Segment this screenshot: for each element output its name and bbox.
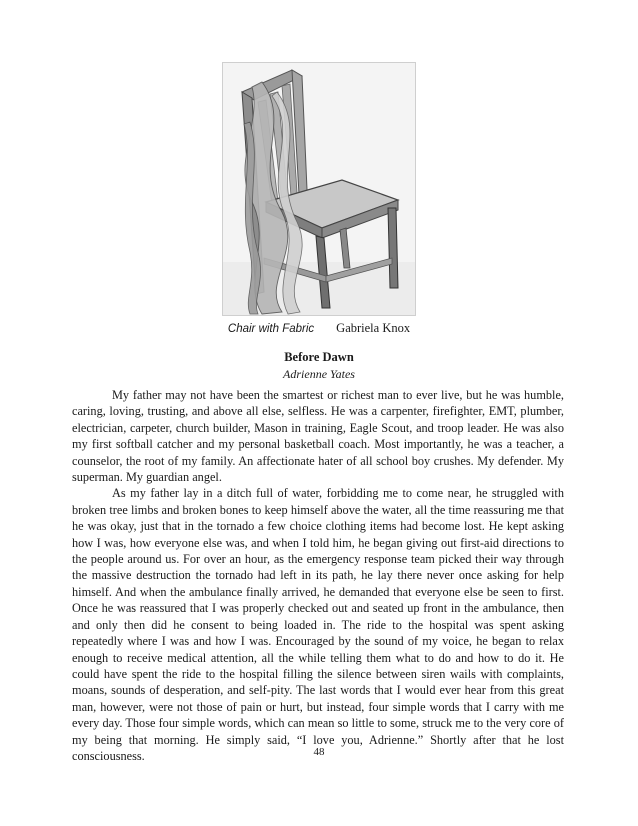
story-body	[72, 387, 564, 764]
story-author: Adrienne Yates	[283, 367, 355, 381]
page-number: 48	[313, 746, 325, 758]
chair-drawing	[222, 62, 416, 316]
story-title: Before Dawn	[284, 350, 354, 364]
paragraph: My father may not have been the smartest or richest man to ever live, but he was humble, caring, loving, trusting, and above all else, selfless. He was a carpenter, firefighter, EMT, plumber, electrician, carpeter, church builder, Mason in training, Eagle Scout, and troop leader. He was also my first softball catcher and my personal basketball coach. Most importantly, he was a teacher, a counselor, the root of my family. An affectionate hater of all school boy crushes. My defender. My superman. My guardian angel.	[72, 388, 564, 485]
chair-sketch-illustration	[222, 62, 416, 316]
figure-artist: Gabriela Knox	[336, 321, 411, 335]
figure-title: Chair with Fabric	[227, 323, 315, 335]
figure-caption	[0, 321, 638, 336]
paragraph: As my father lay in a ditch full of water, forbidding me to come near, he struggled with broken tree limbs and broken bones to keep himself above the water, all the time reassuring me that he was okay, just that in the tornado a few choice clothing items had become lost. He kept asking how I was, how everyone else was, and when I told him, he began giving out first-aid directions to the people around us. For over an hour, as the emergency response team picked their way through the massive destruction the tornado had left in its path, he lay there never once asking for help himself. And when the ambulance finally arrived, he demanded that everyone else be seen to first. Once he was reassured that I was properly checked out and seated up front in the ambulance, then and only then did he consent to being loaded in. The ride to the hospital was spent asking repeatedly where I was and how I was. Encouraged by the sound of my voice, he began to relax enough to receive medical attention, all the while telling them what to do and how to do it. He could have spent the ride to the hospital filling the silence between siren wails with complaints, moans, sounds of desperation, and self-pity. The last words that I would ever hear from this great man, however, were not those of pain or hurt, but instead, four simple words that I carry with me every day. Those four simple words, which can mean so little to some, struck me to the very core of my being that morning. He simply said, “I love you, Adrienne.” Shortly after that he lost consciousness.	[72, 486, 564, 763]
